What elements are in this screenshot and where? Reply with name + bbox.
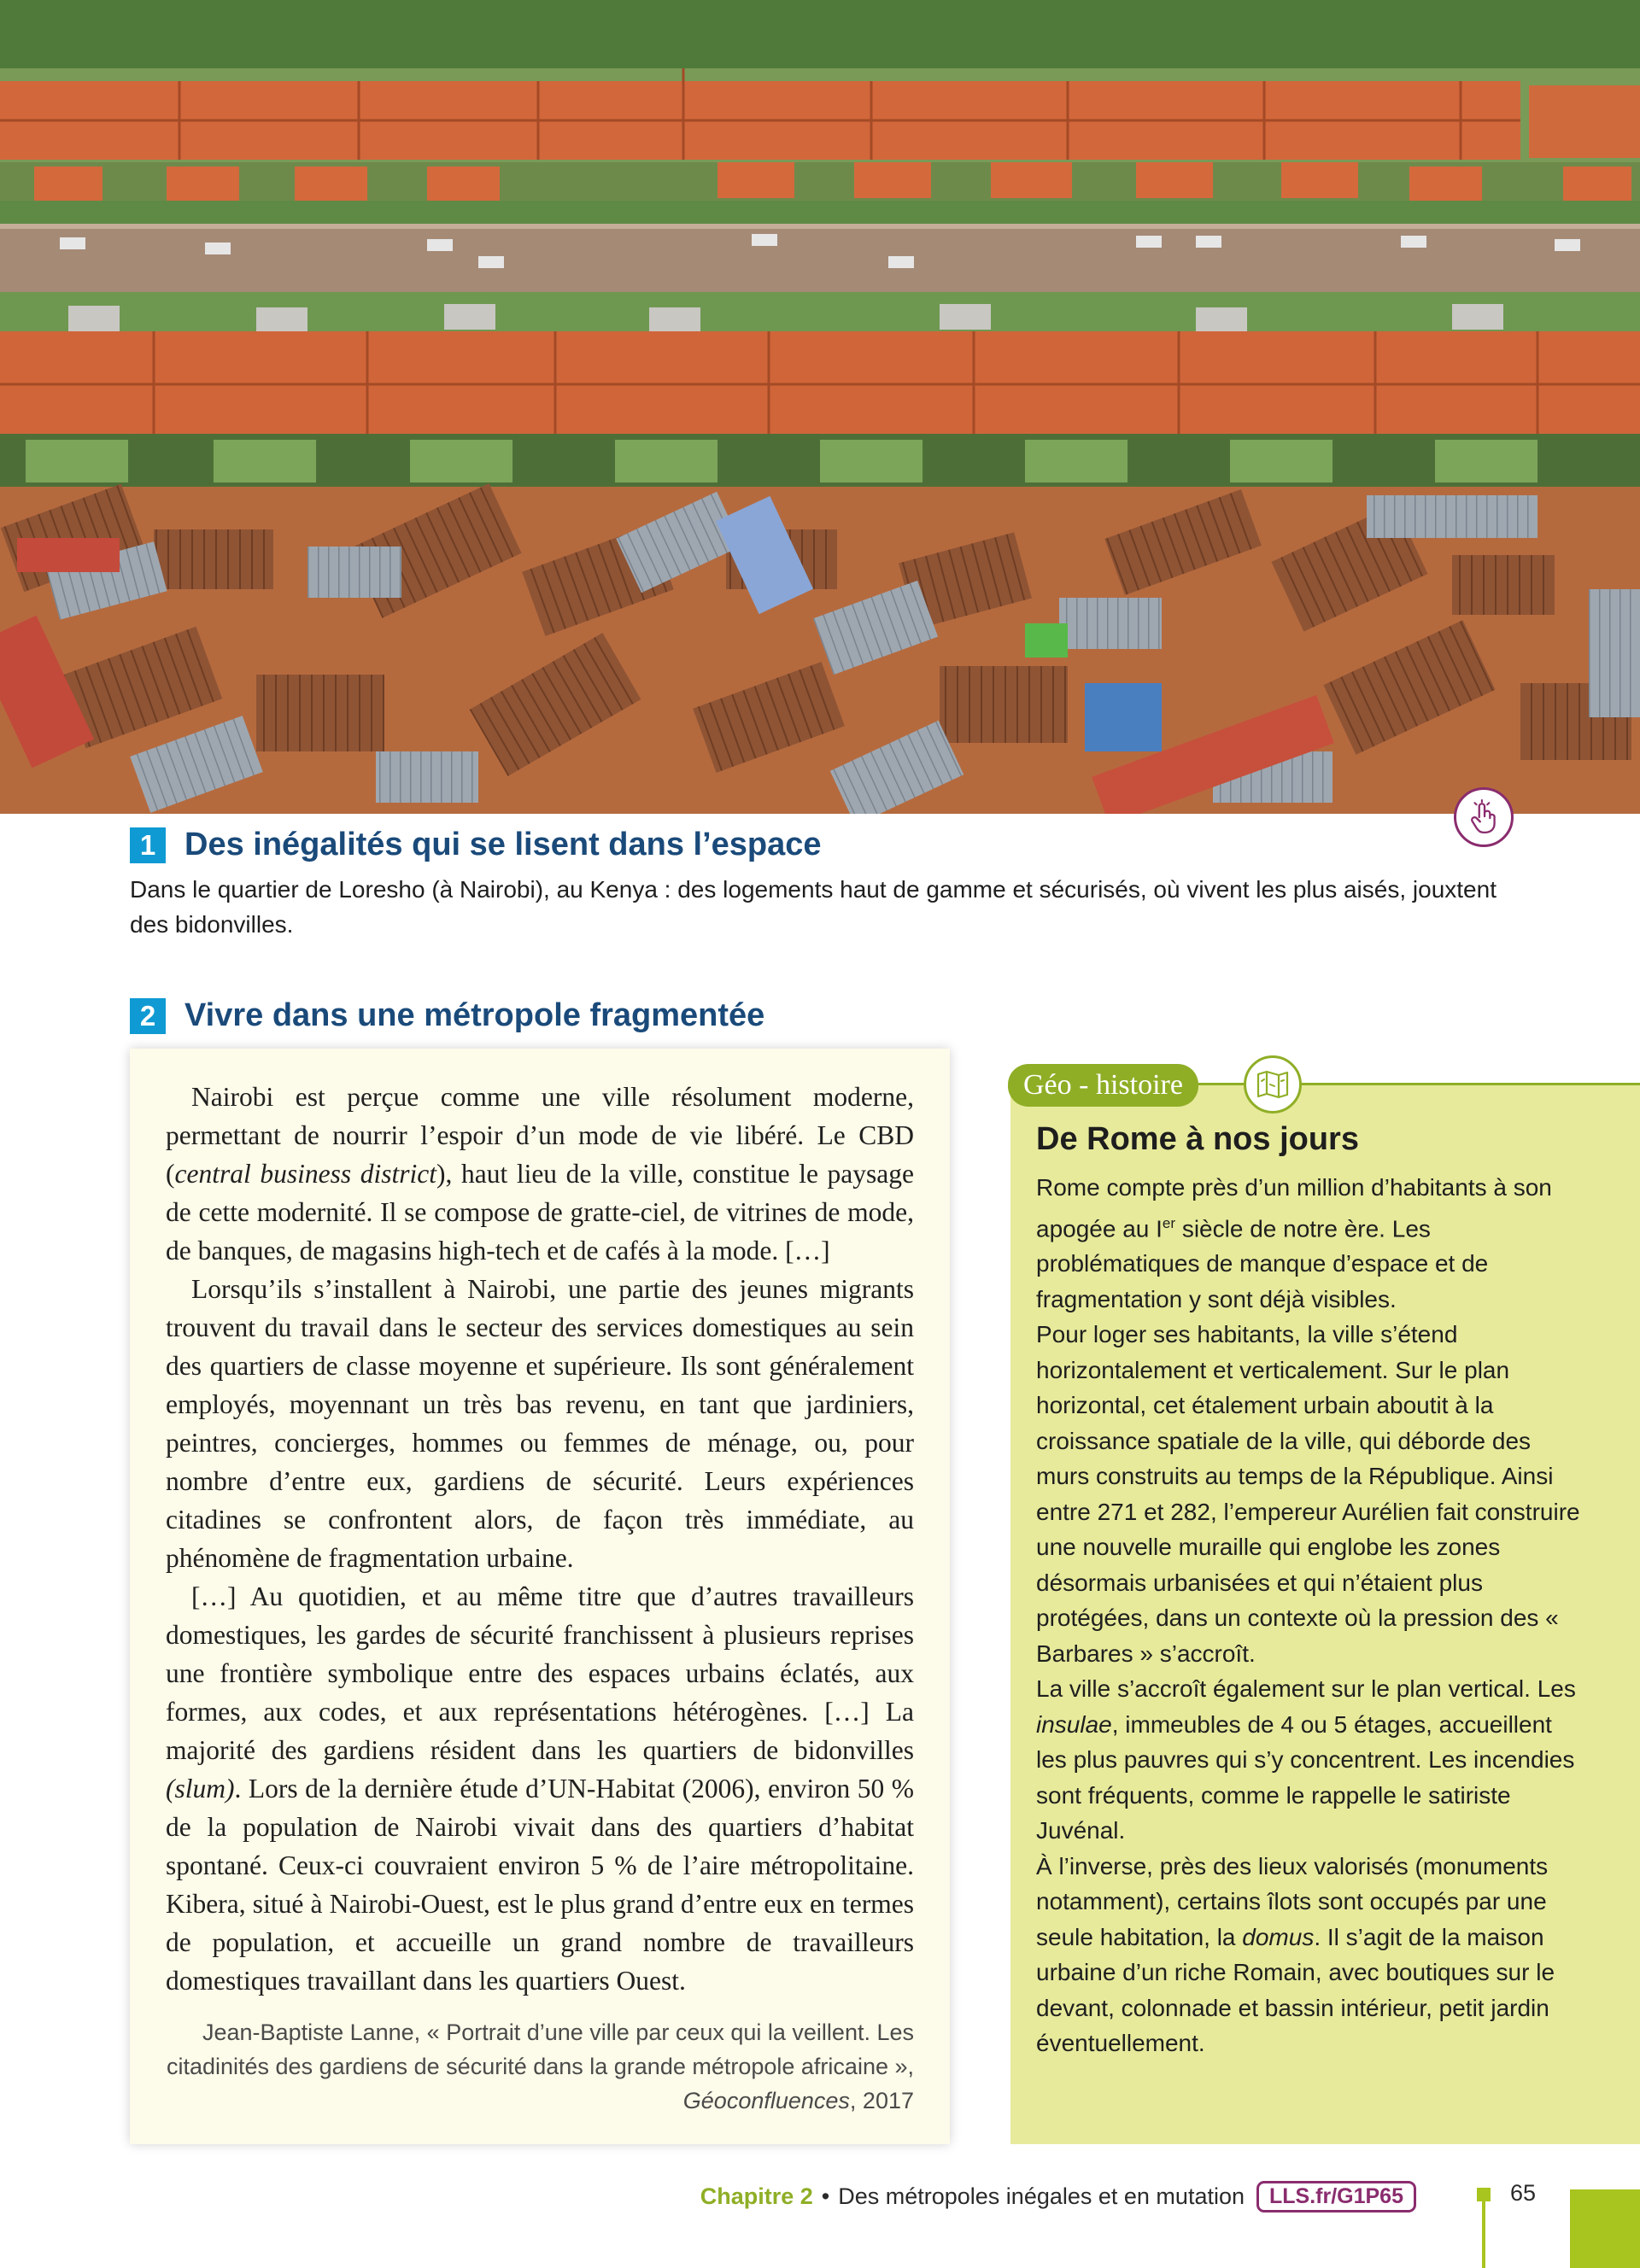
doc1-number-badge: 1 [130,827,166,863]
article-p3-text-a: […] Au quotidien, et au même titre que d’autres travailleurs domestiques, les gardes de sécurité franchissent à plusieurs reprises une frontière symbolique entre des espaces urbains éclatés, aux formes, aux codes, et aux représentations hétérogènes. […] La majorité des gardiens résident dans les quartiers de bidonvilles [166,1581,914,1765]
sidebar-p3-text-b: , immeubles de 4 ou 5 étages, accueillent les plus pauvres qui s’y concentrent. Les incendies sont fréquents, comme le rappelle le satiriste Juvénal. [1036,1710,1575,1844]
geo-histoire-tag: Géo - histoire [1008,1064,1198,1107]
doc2-title: Vivre dans une métropole fragmentée [184,997,765,1033]
sidebar-title: De Rome à nos jours [1036,1121,1359,1157]
source-text-b: , 2017 [849,2088,914,2113]
source-italic: Géoconfluences [682,2088,850,2113]
article-text-box [130,1049,950,2144]
sidebar-p3-text-a: La ville s’accroît également sur le plan vertical. Les [1036,1675,1576,1703]
doc2-number-badge: 2 [130,998,166,1034]
article-paragraph-2: Lorsqu’ils s’installent à Nairobi, une partie des jeunes migrants trouvent du travail dans le secteur des services domestiques au sein des quartiers de classe moyenne et supérieure. Ils sont généralement employés, moyennant un très bas revenu, en tant que jardiniers, peintres, concierges, hommes ou femmes de ménage, ou, pour nombre d’entre eux, gardiens de sécurité. Leurs expériences citadines se confrontent alors, de façon très immédiate, au phénomène de fragmentation urbaine. [166,1274,914,1573]
sidebar-paragraph-1 [1036,1170,1583,1317]
sidebar-paragraph-3 [1036,1671,1583,1849]
sidebar-body [1036,1170,1583,2061]
sidebar-p4-text-a: À l’inverse, près des lieux valorisés (monuments notamment), certains îlots sont occupés par une seule habitation, la [1036,1852,1549,1950]
article-p3-italic: (slum) [166,1774,235,1803]
touch-hand-icon[interactable] [1454,787,1514,847]
footer-chapter: Chapitre 2 [700,2183,813,2209]
footer-rule [1482,2201,1485,2268]
footer-separator: • [821,2183,830,2209]
doc1-caption: Dans le quartier de Loresho (à Nairobi), au Kenya : des logements haut de gamme et sécurisés, où vivent les plus aisés, jouxtent des bidonvilles. [130,876,1496,938]
article-source [166,2015,914,2118]
article-p1-italic: central business district [174,1159,436,1189]
article-paragraph-1 [166,1078,914,1270]
source-text-a: Jean-Baptiste Lanne, « Portrait d’une ville par ceux qui la veillent. Les citadinités des gardiens de sécurité dans la grande métropole africaine », [166,2020,914,2079]
page-footer [700,2177,1416,2215]
sidebar-paragraph-2: Pour loger ses habitants, la ville s’étend horizontalement et verticalement. Sur le plan horizontal, cet étalement urbain aboutit à la croissance spatiale de la ville, qui déborde des murs construits au temps de la République. Ainsi entre 271 et 282, l’empereur Aurélien fait construire une nouvelle muraille qui englobe les zones désormais urbanisées et qui n’étaient plus protégées, dans un contexte où la pression des « Barbares » s’accroît. [1036,1321,1580,1667]
footer-chapter-title: Des métropoles inégales et en mutation [838,2183,1245,2209]
footer-link[interactable]: LLS.fr/G1P65 [1256,2181,1416,2212]
sidebar-p1-sup: er [1162,1214,1176,1231]
footer-marker [1477,2188,1491,2201]
corner-tab [1570,2189,1640,2268]
doc2-heading [130,997,764,1034]
page-number: 65 [1510,2180,1537,2206]
doc1-heading [130,827,822,863]
doc1-title: Des inégalités qui se lisent dans l’espace [184,827,822,862]
sidebar-p1-text-a: Rome compte près d’un million d’habitants à son apogée au I [1036,1174,1552,1242]
sidebar-p4-italic: domus [1242,1923,1315,1950]
article-paragraph-3 [166,1577,914,2000]
sidebar-p4-text-b: . Il s’agit de la maison urbaine d’un riche Romain, avec boutiques sur le devant, colonnade et bassin intérieur, petit jardin éventuellement. [1036,1923,1555,2057]
article-p3-text-b: . Lors de la dernière étude d’UN-Habitat (2006), environ 50 % de la population de Nairobi vivait dans des quartiers d’habitat spontané. Ceux-ci couvraient environ 5 % de l’aire métropolitaine. Kibera, situé à Nairobi-Ouest, est le plus grand d’entre eux en termes de population, et accueille un grand nombre de travailleurs domestiques travaillant dans les quartiers Ouest. [166,1774,914,1996]
map-icon [1244,1055,1302,1114]
sidebar-p3-italic: insulae [1036,1710,1112,1738]
article-p1-text-a: Nairobi est perçue comme une ville résolument moderne, permettant de nourrir l’espoir d’un mode de vie libéré. Le CBD ( [166,1082,914,1189]
sidebar-paragraph-4 [1036,1849,1583,2061]
article-p1-text-b: ), haut lieu de la ville, constitue le paysage de cette modernité. Il se compose de gratte-ciel, de vitrines de mode, de banques, de magasins high-tech et de cafés à la mode. […] [166,1159,914,1266]
aerial-photo-loresho [0,0,1640,814]
sidebar-p1-text-b: siècle de notre ère. Les problématiques de manque d’espace et de fragmentation y sont déjà visibles. [1036,1214,1489,1312]
